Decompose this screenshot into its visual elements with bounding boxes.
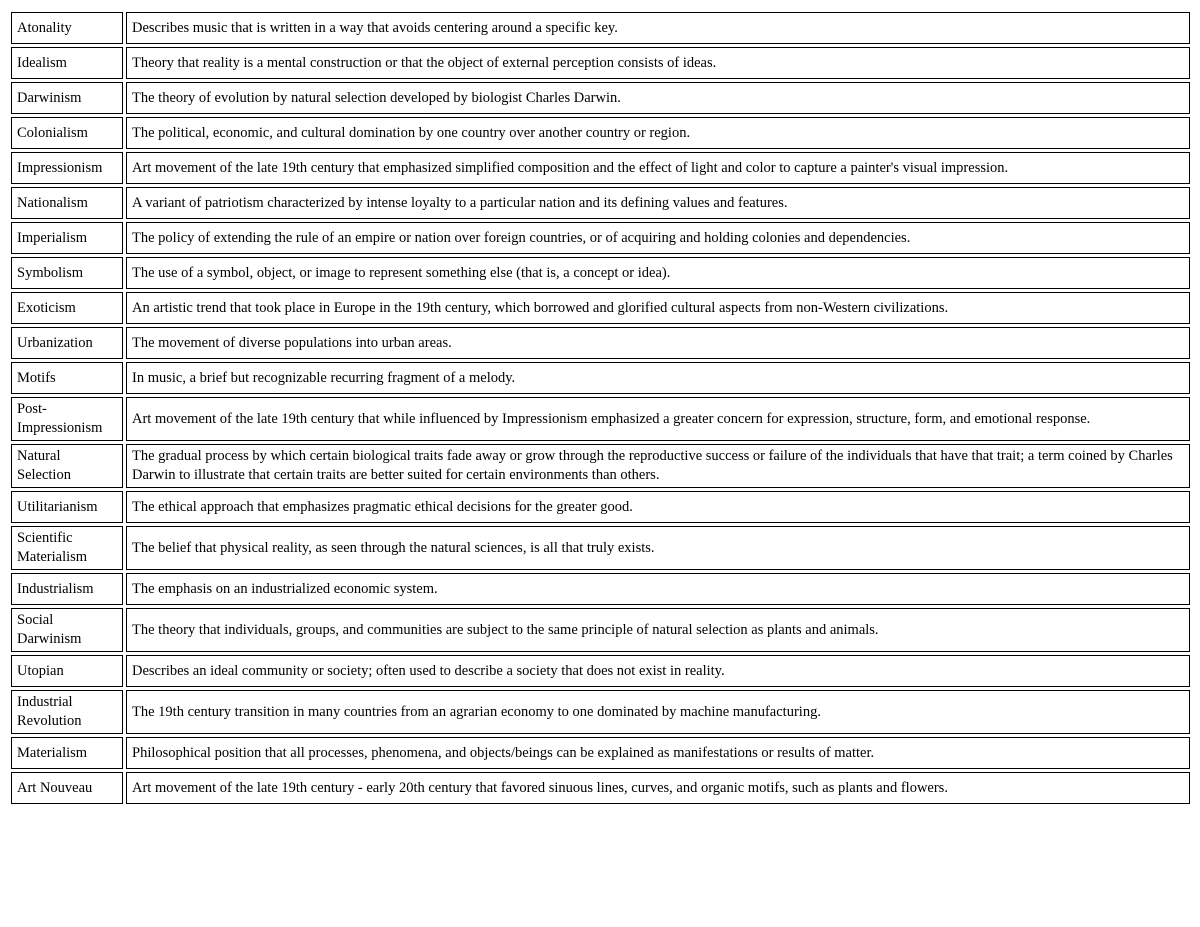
definition-cell: The belief that physical reality, as seen through the natural sciences, is all that truly exists.	[126, 526, 1190, 570]
definition-cell: The gradual process by which certain biological traits fade away or grow through the reproductive success or failure of the individuals that have that trait; a term coined by Charles Darwin to illustrate that certain traits are better suited for certain environments than others.	[126, 444, 1190, 488]
definition-cell: Theory that reality is a mental construction or that the object of external perception consists of ideas.	[126, 47, 1190, 79]
glossary-table	[8, 9, 1193, 807]
table-row	[11, 655, 1190, 687]
table-row	[11, 690, 1190, 734]
term-cell: Motifs	[11, 362, 123, 394]
table-row	[11, 526, 1190, 570]
term-cell: Industrialism	[11, 573, 123, 605]
definition-cell: The theory that individuals, groups, and communities are subject to the same principle of natural selection as plants and animals.	[126, 608, 1190, 652]
definition-cell: An artistic trend that took place in Europe in the 19th century, which borrowed and glorified cultural aspects from non-Western civilizations.	[126, 292, 1190, 324]
table-row	[11, 117, 1190, 149]
term-cell: Social Darwinism	[11, 608, 123, 652]
definition-cell: The 19th century transition in many countries from an agrarian economy to one dominated by machine manufacturing.	[126, 690, 1190, 734]
definition-cell: The movement of diverse populations into urban areas.	[126, 327, 1190, 359]
table-row	[11, 327, 1190, 359]
table-row	[11, 12, 1190, 44]
term-cell: Symbolism	[11, 257, 123, 289]
definition-cell: The emphasis on an industrialized economic system.	[126, 573, 1190, 605]
term-cell: Materialism	[11, 737, 123, 769]
table-row	[11, 608, 1190, 652]
table-row	[11, 362, 1190, 394]
term-cell: Imperialism	[11, 222, 123, 254]
term-cell: Exoticism	[11, 292, 123, 324]
definition-cell: A variant of patriotism characterized by intense loyalty to a particular nation and its defining values and features.	[126, 187, 1190, 219]
term-cell: Post-Impressionism	[11, 397, 123, 441]
term-cell: Natural Selection	[11, 444, 123, 488]
table-row	[11, 573, 1190, 605]
definition-cell: The political, economic, and cultural domination by one country over another country or region.	[126, 117, 1190, 149]
table-row	[11, 444, 1190, 488]
table-row	[11, 397, 1190, 441]
table-row	[11, 292, 1190, 324]
table-row	[11, 47, 1190, 79]
definition-cell: The ethical approach that emphasizes pragmatic ethical decisions for the greater good.	[126, 491, 1190, 523]
term-cell: Darwinism	[11, 82, 123, 114]
term-cell: Utilitarianism	[11, 491, 123, 523]
term-cell: Nationalism	[11, 187, 123, 219]
definition-cell: The theory of evolution by natural selection developed by biologist Charles Darwin.	[126, 82, 1190, 114]
definition-cell: Art movement of the late 19th century that while influenced by Impressionism emphasized a greater concern for expression, structure, form, and emotional response.	[126, 397, 1190, 441]
table-row	[11, 491, 1190, 523]
definition-cell: In music, a brief but recognizable recurring fragment of a melody.	[126, 362, 1190, 394]
definition-cell: Art movement of the late 19th century - early 20th century that favored sinuous lines, curves, and organic motifs, such as plants and flowers.	[126, 772, 1190, 804]
definition-cell: The use of a symbol, object, or image to represent something else (that is, a concept or idea).	[126, 257, 1190, 289]
definition-cell: Philosophical position that all processes, phenomena, and objects/beings can be explained as manifestations or results of matter.	[126, 737, 1190, 769]
term-cell: Utopian	[11, 655, 123, 687]
term-cell: Urbanization	[11, 327, 123, 359]
definition-cell: The policy of extending the rule of an empire or nation over foreign countries, or of acquiring and holding colonies and dependencies.	[126, 222, 1190, 254]
table-row	[11, 82, 1190, 114]
table-row	[11, 772, 1190, 804]
table-row	[11, 257, 1190, 289]
definition-cell: Art movement of the late 19th century that emphasized simplified composition and the effect of light and color to capture a painter's visual impression.	[126, 152, 1190, 184]
term-cell: Colonialism	[11, 117, 123, 149]
table-row	[11, 187, 1190, 219]
glossary-body	[11, 12, 1190, 804]
term-cell: Scientific Materialism	[11, 526, 123, 570]
table-row	[11, 222, 1190, 254]
definition-cell: Describes an ideal community or society; often used to describe a society that does not exist in reality.	[126, 655, 1190, 687]
term-cell: Industrial Revolution	[11, 690, 123, 734]
term-cell: Art Nouveau	[11, 772, 123, 804]
term-cell: Atonality	[11, 12, 123, 44]
definition-cell: Describes music that is written in a way that avoids centering around a specific key.	[126, 12, 1190, 44]
term-cell: Impressionism	[11, 152, 123, 184]
table-row	[11, 737, 1190, 769]
table-row	[11, 152, 1190, 184]
term-cell: Idealism	[11, 47, 123, 79]
